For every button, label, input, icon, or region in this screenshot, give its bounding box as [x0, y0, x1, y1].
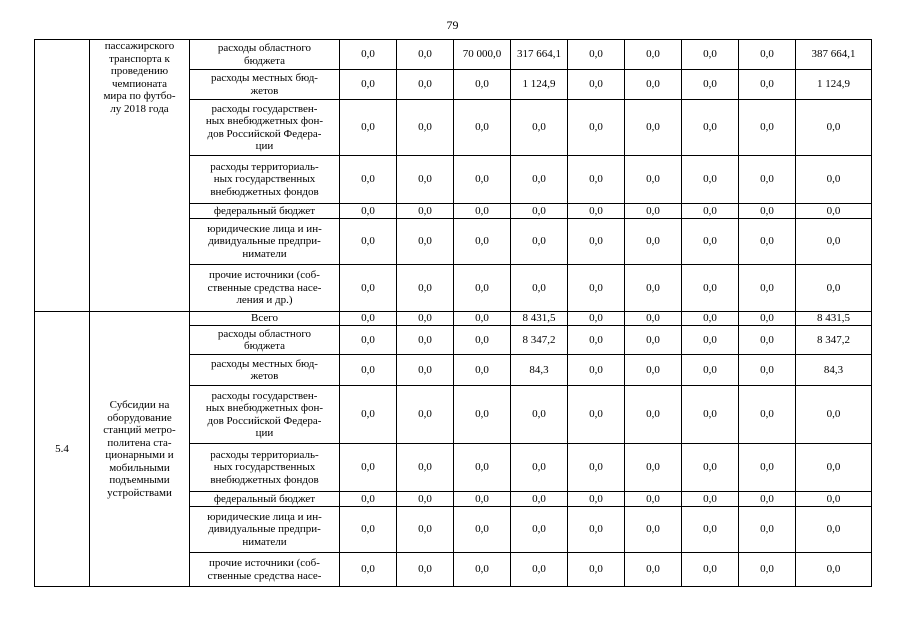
- funding-source-label: [190, 70, 340, 100]
- value-cell: 0,0: [397, 219, 454, 265]
- value-cell: 0,0: [397, 70, 454, 100]
- value-cell: 0,0: [454, 507, 511, 553]
- funding-source-label: [190, 204, 340, 219]
- value-cell: 0,0: [682, 265, 739, 312]
- value-cell: 0,0: [454, 492, 511, 507]
- funding-source-label: [190, 492, 340, 507]
- value-cell: 0,0: [340, 100, 397, 156]
- value-cell: 0,0: [682, 312, 739, 326]
- value-cell: 0,0: [739, 444, 796, 492]
- value-cell: 0,0: [340, 40, 397, 70]
- value-cell: 0,0: [340, 312, 397, 326]
- value-cell: 0,0: [454, 386, 511, 444]
- value-cell: 0,0: [454, 100, 511, 156]
- value-cell: 0,0: [454, 265, 511, 312]
- value-cell: 0,0: [568, 444, 625, 492]
- funding-source-line: Всего: [251, 312, 278, 325]
- funding-source-label: [190, 507, 340, 553]
- value-cell: 0,0: [340, 444, 397, 492]
- funding-source-label: [190, 444, 340, 492]
- item-title-line: мобильными: [109, 461, 170, 474]
- funding-source-line: расходы территориаль-: [210, 160, 319, 173]
- value-cell: 0,0: [739, 100, 796, 156]
- funding-source-label: [190, 553, 340, 587]
- item-title: [90, 312, 190, 587]
- value-cell: 0,0: [682, 70, 739, 100]
- value-cell: 0,0: [682, 100, 739, 156]
- item-title-line: подъемными: [109, 474, 170, 486]
- value-cell: 0,0: [340, 70, 397, 100]
- item-title-line: транспорта к: [109, 52, 170, 65]
- value-cell: 0,0: [625, 444, 682, 492]
- funding-source-line: расходы областного: [217, 327, 312, 340]
- funding-source-line: прочие источники (соб-: [209, 269, 320, 282]
- value-cell: 0,0: [739, 507, 796, 553]
- value-cell: 0,0: [397, 326, 454, 355]
- value-cell: 0,0: [568, 326, 625, 355]
- value-cell: 0,0: [568, 100, 625, 156]
- value-cell: 0,0: [682, 204, 739, 219]
- funding-source-line: расходы государствен-: [211, 102, 318, 115]
- value-cell: 0,0: [511, 100, 568, 156]
- value-cell: 0,0: [397, 265, 454, 312]
- funding-source-line: федеральный бюджет: [213, 204, 316, 217]
- item-title-line: устройствами: [107, 486, 172, 499]
- funding-source-line: ниматели: [242, 247, 287, 260]
- funding-source-line: бюджета: [243, 54, 285, 67]
- value-cell: 0,0: [511, 386, 568, 444]
- value-cell: 0,0: [682, 507, 739, 553]
- value-cell: 0,0: [739, 386, 796, 444]
- funding-source-line: дивидуальные предпри-: [208, 235, 321, 248]
- value-cell: 0,0: [511, 553, 568, 587]
- value-cell: 0,0: [397, 40, 454, 70]
- total-value-cell: 0,0: [796, 100, 872, 156]
- table-row: [35, 40, 872, 70]
- value-cell: 0,0: [454, 553, 511, 587]
- value-cell: 0,0: [568, 355, 625, 386]
- funding-source-line: ных внебюджетных фон-: [205, 115, 324, 127]
- value-cell: 0,0: [625, 507, 682, 553]
- item-title: [90, 40, 190, 312]
- funding-source-line: расходы государствен-: [211, 389, 318, 402]
- funding-source-line: внебюджетных фондов: [210, 185, 319, 198]
- item-title-line: станций метро-: [103, 424, 176, 436]
- funding-source-label: [190, 326, 340, 355]
- total-value-cell: 8 431,5: [796, 312, 872, 326]
- value-cell: 0,0: [340, 265, 397, 312]
- funding-source-line: ции: [255, 427, 274, 439]
- value-cell: 0,0: [682, 326, 739, 355]
- total-value-cell: 0,0: [796, 219, 872, 265]
- value-cell: 0,0: [397, 156, 454, 204]
- funding-source-line: ных государственных: [213, 461, 316, 474]
- total-value-cell: 0,0: [796, 444, 872, 492]
- value-cell: 0,0: [397, 312, 454, 326]
- value-cell: 0,0: [625, 326, 682, 355]
- funding-source-line: жетов: [250, 84, 279, 97]
- item-index: 5.4: [35, 312, 90, 587]
- total-value-cell: 1 124,9: [796, 70, 872, 100]
- value-cell: 0,0: [568, 40, 625, 70]
- value-cell: 84,3: [511, 355, 568, 386]
- value-cell: 0,0: [397, 553, 454, 587]
- value-cell: 0,0: [397, 100, 454, 156]
- funding-source-line: расходы местных бюд-: [211, 357, 318, 370]
- item-index: [35, 40, 90, 312]
- value-cell: 0,0: [340, 219, 397, 265]
- value-cell: 0,0: [625, 553, 682, 587]
- table-row: [35, 312, 872, 326]
- value-cell: 0,0: [397, 204, 454, 219]
- item-title-line: проведению: [110, 65, 169, 77]
- value-cell: 317 664,1: [511, 40, 568, 70]
- funding-source-label: [190, 355, 340, 386]
- value-cell: 0,0: [739, 553, 796, 587]
- item-title-line: пассажирского: [104, 40, 175, 52]
- funding-source-label: [190, 312, 340, 326]
- value-cell: 0,0: [397, 386, 454, 444]
- funding-source-label: [190, 219, 340, 265]
- value-cell: 0,0: [739, 492, 796, 507]
- funding-source-line: расходы территориаль-: [210, 448, 319, 461]
- total-value-cell: 8 347,2: [796, 326, 872, 355]
- value-cell: 0,0: [568, 204, 625, 219]
- value-cell: 0,0: [340, 156, 397, 204]
- value-cell: 0,0: [568, 265, 625, 312]
- item-title-line: чемпионата: [112, 77, 167, 90]
- value-cell: 0,0: [340, 355, 397, 386]
- value-cell: 0,0: [682, 386, 739, 444]
- funding-source-line: ных внебюджетных фон-: [205, 402, 324, 414]
- funding-source-label: [190, 156, 340, 204]
- funding-source-line: федеральный бюджет: [213, 492, 316, 505]
- value-cell: 0,0: [568, 507, 625, 553]
- value-cell: 0,0: [340, 326, 397, 355]
- value-cell: 8 347,2: [511, 326, 568, 355]
- value-cell: 0,0: [454, 156, 511, 204]
- funding-source-line: ниматели: [242, 535, 287, 548]
- value-cell: 0,0: [511, 156, 568, 204]
- value-cell: 0,0: [454, 70, 511, 100]
- funding-source-line: расходы областного: [217, 42, 312, 54]
- value-cell: 0,0: [511, 204, 568, 219]
- value-cell: 0,0: [682, 219, 739, 265]
- value-cell: 0,0: [454, 326, 511, 355]
- item-title-line: ционарными и: [105, 449, 174, 461]
- value-cell: 0,0: [682, 355, 739, 386]
- value-cell: 0,0: [340, 386, 397, 444]
- value-cell: 0,0: [739, 265, 796, 312]
- funding-source-label: [190, 40, 340, 70]
- funding-source-label: [190, 386, 340, 444]
- value-cell: 0,0: [454, 355, 511, 386]
- value-cell: 70 000,0: [454, 40, 511, 70]
- value-cell: 0,0: [682, 492, 739, 507]
- value-cell: 0,0: [739, 312, 796, 326]
- value-cell: 0,0: [397, 355, 454, 386]
- funding-source-line: дов Российской Федера-: [207, 127, 322, 140]
- funding-source-line: ления и др.): [236, 294, 293, 307]
- total-value-cell: 387 664,1: [796, 40, 872, 70]
- value-cell: 0,0: [568, 492, 625, 507]
- budget-table: [34, 39, 872, 587]
- value-cell: 0,0: [340, 492, 397, 507]
- value-cell: 0,0: [739, 70, 796, 100]
- value-cell: 0,0: [568, 219, 625, 265]
- value-cell: 0,0: [511, 265, 568, 312]
- funding-source-line: ции: [255, 140, 274, 152]
- value-cell: 0,0: [454, 312, 511, 326]
- funding-source-line: ственные средства насе-: [207, 569, 322, 582]
- budget-table-body: [35, 40, 872, 587]
- total-value-cell: 0,0: [796, 265, 872, 312]
- value-cell: 0,0: [568, 156, 625, 204]
- total-value-cell: 0,0: [796, 507, 872, 553]
- funding-source-line: дов Российской Федера-: [207, 414, 322, 427]
- funding-source-line: ственные средства насе-: [207, 281, 322, 294]
- value-cell: 0,0: [397, 492, 454, 507]
- funding-source-line: расходы местных бюд-: [211, 72, 318, 84]
- value-cell: 0,0: [511, 492, 568, 507]
- value-cell: 0,0: [625, 386, 682, 444]
- funding-source-line: юридические лица и ин-: [207, 222, 322, 235]
- funding-source-line: ных государственных: [213, 173, 316, 186]
- value-cell: 0,0: [511, 444, 568, 492]
- funding-source-line: бюджета: [243, 340, 285, 352]
- value-cell: 0,0: [568, 553, 625, 587]
- funding-source-label: [190, 100, 340, 156]
- value-cell: 0,0: [739, 219, 796, 265]
- item-title-line: оборудование: [107, 411, 172, 424]
- value-cell: 0,0: [682, 444, 739, 492]
- value-cell: 0,0: [739, 355, 796, 386]
- value-cell: 0,0: [625, 40, 682, 70]
- value-cell: 0,0: [511, 219, 568, 265]
- value-cell: 0,0: [625, 219, 682, 265]
- value-cell: 0,0: [454, 444, 511, 492]
- value-cell: 0,0: [511, 507, 568, 553]
- value-cell: 0,0: [739, 156, 796, 204]
- value-cell: 0,0: [340, 553, 397, 587]
- value-cell: 0,0: [682, 156, 739, 204]
- page-number: 79: [446, 18, 459, 32]
- total-value-cell: 0,0: [796, 386, 872, 444]
- value-cell: 0,0: [682, 40, 739, 70]
- funding-source-label: [190, 265, 340, 312]
- funding-source-line: внебюджетных фондов: [210, 473, 319, 486]
- total-value-cell: 0,0: [796, 156, 872, 204]
- item-title-line: Субсидии на: [109, 399, 170, 411]
- value-cell: 1 124,9: [511, 70, 568, 100]
- value-cell: 0,0: [625, 204, 682, 219]
- value-cell: 0,0: [397, 444, 454, 492]
- value-cell: 0,0: [682, 553, 739, 587]
- value-cell: 0,0: [625, 70, 682, 100]
- total-value-cell: 0,0: [796, 204, 872, 219]
- value-cell: 0,0: [625, 312, 682, 326]
- total-value-cell: 0,0: [796, 553, 872, 587]
- value-cell: 0,0: [625, 355, 682, 386]
- value-cell: 0,0: [739, 204, 796, 219]
- value-cell: 0,0: [397, 507, 454, 553]
- funding-source-line: прочие источники (соб-: [209, 557, 320, 569]
- value-cell: 0,0: [625, 492, 682, 507]
- total-value-cell: 84,3: [796, 355, 872, 386]
- value-cell: 0,0: [340, 507, 397, 553]
- value-cell: 0,0: [454, 219, 511, 265]
- value-cell: 0,0: [568, 70, 625, 100]
- value-cell: 0,0: [568, 312, 625, 326]
- item-title-line: политена ста-: [107, 436, 172, 449]
- value-cell: 0,0: [340, 204, 397, 219]
- funding-source-line: жетов: [250, 370, 279, 382]
- value-cell: 8 431,5: [511, 312, 568, 326]
- value-cell: 0,0: [454, 204, 511, 219]
- value-cell: 0,0: [568, 386, 625, 444]
- total-value-cell: 0,0: [796, 492, 872, 507]
- item-title-line: лу 2018 года: [110, 102, 169, 115]
- value-cell: 0,0: [739, 326, 796, 355]
- funding-source-line: юридические лица и ин-: [207, 510, 322, 523]
- value-cell: 0,0: [625, 265, 682, 312]
- value-cell: 0,0: [739, 40, 796, 70]
- funding-source-line: дивидуальные предпри-: [208, 523, 321, 536]
- value-cell: 0,0: [625, 156, 682, 204]
- value-cell: 0,0: [625, 100, 682, 156]
- item-title-line: мира по футбо-: [103, 90, 176, 102]
